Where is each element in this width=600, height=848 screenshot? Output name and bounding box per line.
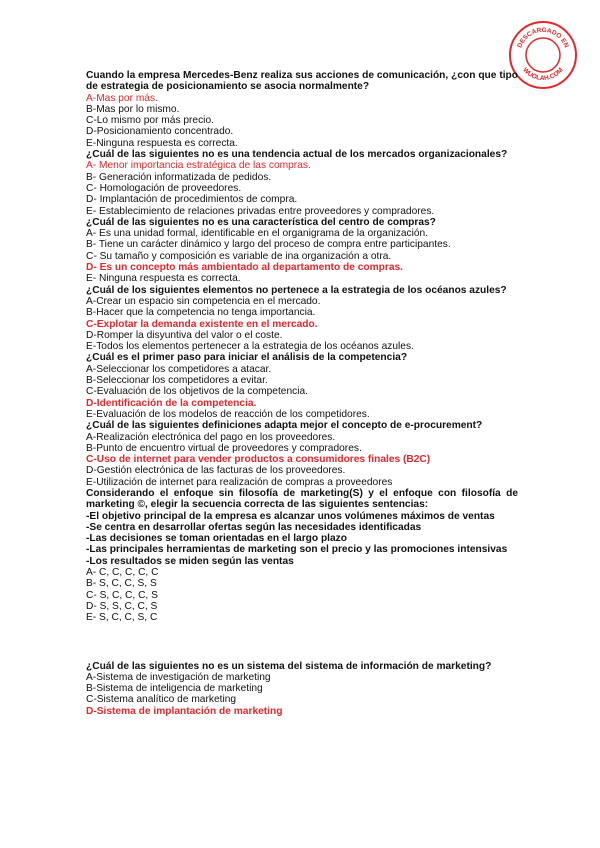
q2-option-d: D- Implantación de procedimientos de compra.	[86, 194, 298, 206]
q7-option-b: B- S, C, C, S, S	[86, 578, 157, 590]
q3-option-d: D- Es un concepto más ambientado al departamento de compras.	[86, 262, 404, 274]
q7-option-e: E- S, C, C, S, C	[86, 612, 158, 624]
q8-option-c: C-Sistema analítico de marketing	[86, 694, 237, 706]
quiz-content	[86, 70, 518, 717]
q1-option-e: E-Ninguna respuesta es correcta.	[86, 137, 238, 149]
question-2: ¿Cuál de las siguientes no es una tendencia actual de los mercados organizacionales?	[86, 149, 508, 161]
q7-statement-5: -Los resultados se miden según las ventas	[86, 555, 294, 567]
q1-option-b: B-Mas por lo mismo.	[86, 103, 180, 115]
q2-option-b: B- Generación informatizada de pedidos.	[86, 171, 272, 183]
q6-option-e: E-Utilización de internet para realización de compras a proveedores	[86, 476, 393, 488]
q6-option-b: B-Punto de encuentro virtual de proveedores y compradores.	[86, 442, 362, 454]
q4-option-b: B-Hacer que la competencia no tenga importancia.	[86, 307, 316, 319]
q7-option-d: D- S, S, C, C, S	[86, 600, 158, 612]
q4-option-e: E-Todos los elementos pertenecer a la estrategia de los océanos azules.	[86, 341, 414, 353]
question-1: Cuando la empresa Mercedes-Benz realiza sus acciones de comunicación, ¿con que tipo de estrategia de posicionamiento se asocia normalmente?	[86, 70, 518, 93]
q7-option-a: A- C, C, C, C, C	[86, 567, 159, 579]
wuolah-stamp	[508, 20, 578, 90]
q6-option-d: D-Gestión electrónica de las facturas de los proveedores.	[86, 465, 346, 477]
q8-option-b: B-Sistema de inteligencia de marketing	[86, 683, 263, 695]
q7-statement-4: -Las principales herramientas de marketing son el precio y las promociones intensivas	[86, 544, 508, 556]
q7-statement-1: -El objetivo principal de la empresa es alcanzar unos volúmenes máximos de ventas	[86, 510, 495, 522]
q4-option-a: A-Crear un espacio sin competencia en el mercado.	[86, 295, 321, 307]
q3-option-a: A- Es una unidad formal, identificable en el organigrama de la organización.	[86, 228, 429, 240]
q3-option-b: B- Tiene un carácter dinámico y largo del proceso de compra entre participantes.	[86, 239, 451, 251]
q1-option-d: D-Posicionamiento concentrado.	[86, 126, 234, 138]
question-8: ¿Cuál de las siguientes no es un sistema del sistema de información de marketing?	[86, 660, 492, 672]
q7-statement-3: -Las decisiones se toman orientadas en el largo plazo	[86, 533, 347, 545]
q8-option-a: A-Sistema de investigación de marketing	[86, 671, 271, 683]
q3-option-e: E- Ninguna respuesta es correcta.	[86, 273, 241, 285]
spacer	[86, 624, 518, 661]
q6-option-a: A-Realización electrónica del pago en los proveedores.	[86, 431, 336, 443]
question-4: ¿Cuál de los siguientes elementos no pertenece a la estrategia de los océanos azules?	[86, 284, 507, 296]
q7-statement-2: -Se centra en desarrollar ofertas según las necesidades identificadas	[86, 521, 422, 533]
q7-option-c: C- S, C, C, C, S	[86, 589, 158, 601]
q2-option-a: A- Menor importancia estratégica de las compras.	[86, 160, 311, 172]
stamp-top-text: DESCARGADO EN	[516, 26, 570, 49]
q3-option-c: C- Su tamaño y composición es variable de ina organización a otra.	[86, 250, 392, 262]
q8-option-d: D-Sistema de implantación de marketing	[86, 705, 283, 717]
question-7: Considerando el enfoque sin filosofía de marketing(S) y el enfoque con filosofía de marketing ©, elegir la secuencia correcta de las siguientes sentencias:	[86, 487, 518, 511]
q2-option-c: C- Homologación de proveedores.	[86, 182, 242, 194]
svg-text:WUOLAH.COM	[521, 67, 564, 82]
q5-option-e: E-Evaluación de los modelos de reacción de los competidores.	[86, 408, 370, 420]
q6-option-c: C-Uso de internet para vender productos a consumidores finales (B2C)	[86, 454, 431, 466]
question-3: ¿Cuál de las siguientes no es una característica del centro de compras?	[86, 216, 436, 228]
question-6: ¿Cuál de las siguientes definiciones adapta mejor el concepto de e-procurement?	[86, 420, 483, 432]
q4-option-c: C-Explotar la demanda existente en el mercado.	[86, 318, 318, 330]
q2-option-e: E- Establecimiento de relaciones privadas entre proveedores y compradores.	[86, 205, 435, 217]
q5-option-d: D-Identificación de la competencia.	[86, 397, 257, 409]
question-5: ¿Cuál es el primer paso para iniciar el análisis de la competencia?	[86, 352, 408, 364]
q5-option-c: C-Evaluación de los objetivos de la competencia.	[86, 386, 308, 398]
q1-option-c: C-Lo mismo por más precio.	[86, 115, 214, 127]
q1-option-a: A-Mas por más.	[86, 92, 158, 104]
q5-option-a: A-Seleccionar los competidores a atacar.	[86, 363, 272, 375]
q4-option-d: D-Romper la disyuntiva del valor o el coste.	[86, 329, 283, 341]
stamp-bottom-text: WUOLAH.COM	[521, 66, 565, 83]
q5-option-b: B-Seleccionar los competidores a evitar.	[86, 375, 268, 387]
